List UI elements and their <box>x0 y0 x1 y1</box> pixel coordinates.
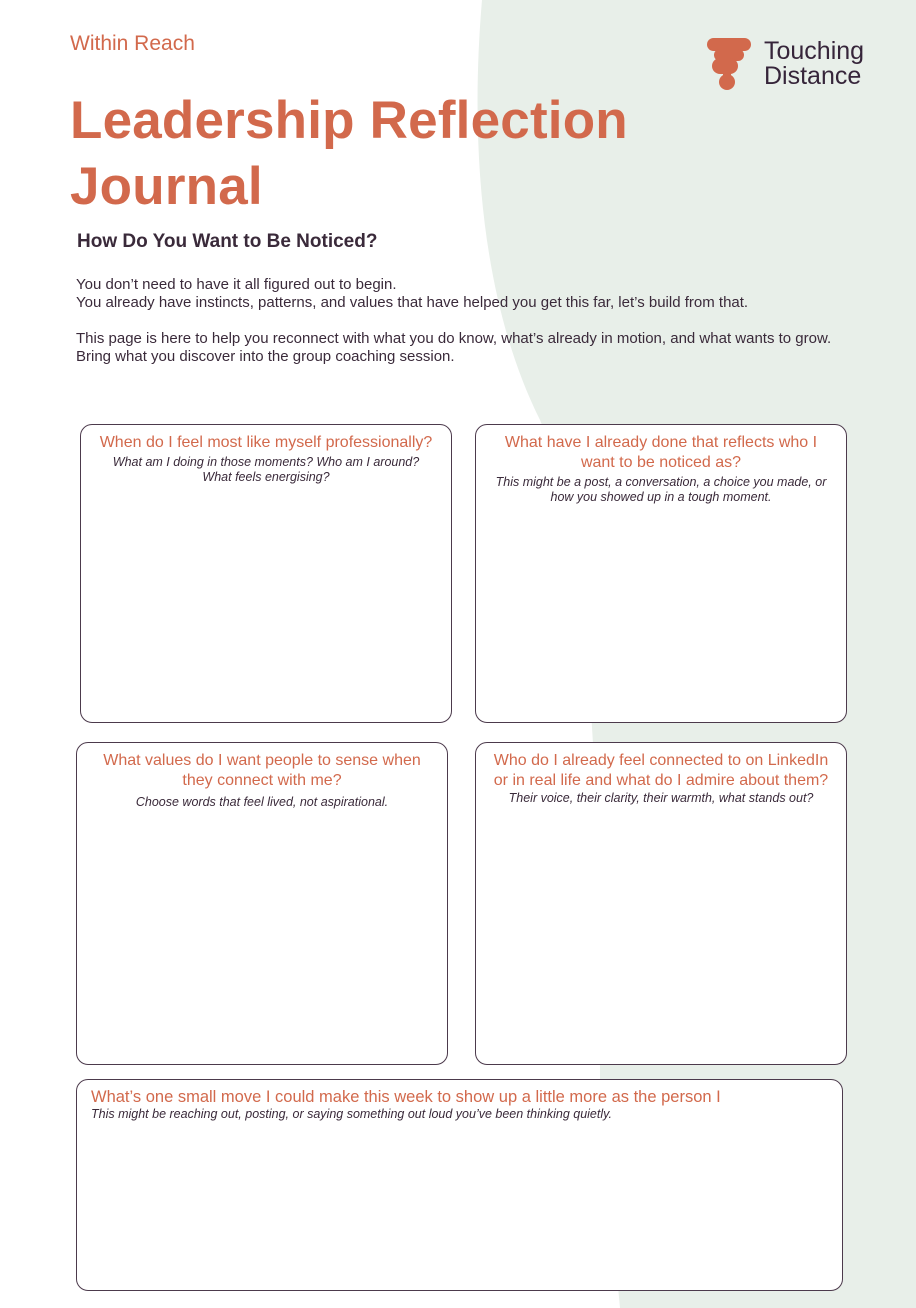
page-title-line-2: Journal <box>70 157 263 216</box>
brand-logo <box>706 36 864 92</box>
prompt-answer-field[interactable] <box>492 511 834 715</box>
prompt-box-connections <box>475 742 847 1065</box>
touching-distance-logo-icon <box>706 36 752 92</box>
prompt-question: What values do I want people to sense when they connect with me? <box>103 752 421 789</box>
prompt-question: What’s one small move I could make this week to show up a little more as the person I <box>91 1088 721 1106</box>
intro-text <box>76 276 836 366</box>
prompt-box-feel-like-myself <box>80 424 452 723</box>
page-title-line-1: Leadership Reflection <box>70 91 628 150</box>
prompt-hint: Their voice, their clarity, their warmth, what stands out? <box>508 791 814 805</box>
prompt-answer-field[interactable] <box>97 491 439 695</box>
page-title <box>70 88 628 220</box>
section-heading: How Do You Want to Be Noticed? <box>77 231 378 252</box>
prompt-answer-field[interactable] <box>492 812 834 1026</box>
intro-paragraph-2: This page is here to help you reconnect with what you do know, what’s already in motion, and what wants to grow. Bring what you discover into the group coaching session. <box>76 330 832 365</box>
prompt-box-values <box>76 742 448 1065</box>
prompt-hint: This might be reaching out, posting, or saying something out loud you’ve been thinking quietly. <box>91 1107 612 1121</box>
logo-wordmark <box>764 39 864 89</box>
prompt-question: Who do I already feel connected to on LinkedIn or in real life and what do I admire about them? <box>493 752 829 789</box>
prompt-hint: What am I doing in those moments? Who am I around? What feels energising? <box>112 455 420 484</box>
prompt-answer-field[interactable] <box>91 1128 832 1282</box>
intro-line-1: You don’t need to have it all figured out to begin. <box>76 276 397 293</box>
prompt-question: When do I feel most like myself professionally? <box>99 434 433 451</box>
logo-line-2: Distance <box>764 62 862 90</box>
intro-paragraph-1 <box>76 276 836 312</box>
prompt-box-already-done <box>475 424 847 723</box>
series-label: Within Reach <box>70 32 195 55</box>
prompt-hint: Choose words that feel lived, not aspirational. <box>135 795 389 809</box>
prompt-answer-field[interactable] <box>93 816 435 1060</box>
prompt-box-small-move <box>76 1079 843 1291</box>
intro-line-2: You already have instincts, patterns, and values that have helped you get this far, let’s build from that. <box>76 294 749 311</box>
prompt-question: What have I already done that reflects who I want to be noticed as? <box>504 434 818 471</box>
prompt-hint: This might be a post, a conversation, a choice you made, or how you showed up in a tough moment. <box>495 475 827 504</box>
logo-line-1: Touching <box>764 37 865 65</box>
